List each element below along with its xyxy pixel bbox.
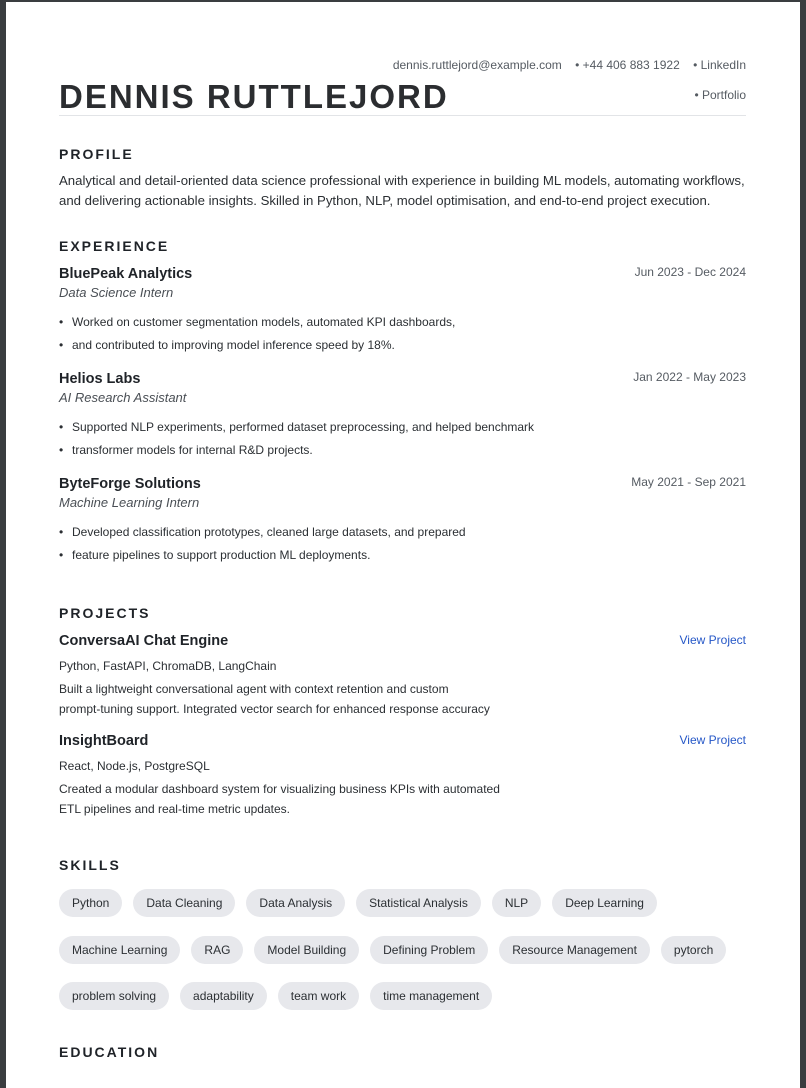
skill-chip: Defining Problem xyxy=(370,936,488,964)
view-project-link[interactable]: View Project xyxy=(679,733,746,747)
resume-page xyxy=(6,2,800,1088)
contact-portfolio[interactable]: • Portfolio xyxy=(694,88,746,102)
project-description xyxy=(59,679,746,719)
project-description-line: prompt-tuning support. Integrated vector search for enhanced response accuracy xyxy=(59,702,490,716)
job-bullets xyxy=(59,521,746,567)
job-role: Data Science Intern xyxy=(59,285,174,300)
header-divider xyxy=(59,115,746,116)
skill-chip: Statistical Analysis xyxy=(356,889,481,917)
job-bullet: • Worked on customer segmentation models, automated KPI dashboards, xyxy=(59,311,746,334)
project-description-line: Created a modular dashboard system for visualizing business KPIs with automated xyxy=(59,782,500,796)
job-bullet: • and contributed to improving model inference speed by 18%. xyxy=(59,334,746,357)
project-description-line: ETL pipelines and real-time metric updates. xyxy=(59,802,290,816)
experience-heading: EXPERIENCE xyxy=(59,238,170,254)
project-description-line: Built a lightweight conversational agent with context retention and custom xyxy=(59,682,449,696)
job-bullet: • transformer models for internal R&D projects. xyxy=(59,439,746,462)
job-bullets xyxy=(59,416,746,462)
job-role: Machine Learning Intern xyxy=(59,495,200,510)
skill-chip: RAG xyxy=(191,936,243,964)
project-name: InsightBoard xyxy=(59,733,149,749)
skill-chip: team work xyxy=(278,982,359,1010)
project-entry xyxy=(59,633,746,719)
skills-heading: SKILLS xyxy=(59,857,121,873)
job-bullet: • feature pipelines to support production ML deployments. xyxy=(59,544,746,567)
job-bullet: • Supported NLP experiments, performed dataset preprocessing, and helped benchmark xyxy=(59,416,746,439)
skill-row xyxy=(59,936,759,983)
candidate-name: DENNIS RUTTLEJORD xyxy=(59,78,449,115)
contact-linkedin[interactable]: • LinkedIn xyxy=(693,58,746,72)
skill-chip: pytorch xyxy=(661,936,726,964)
job-dates: Jan 2022 - May 2023 xyxy=(633,370,746,384)
skill-chip: Data Cleaning xyxy=(133,889,235,917)
project-entry xyxy=(59,733,746,819)
skill-row xyxy=(59,982,759,1029)
contact-phone[interactable]: • +44 406 883 1922 xyxy=(575,58,680,72)
projects-heading: PROJECTS xyxy=(59,605,151,621)
job-company: Helios Labs xyxy=(59,371,141,387)
job-company: BluePeak Analytics xyxy=(59,266,193,282)
skill-chip: time management xyxy=(370,982,492,1010)
project-tech-stack: Python, FastAPI, ChromaDB, LangChain xyxy=(59,659,277,673)
job-bullets xyxy=(59,311,746,357)
profile-heading: PROFILE xyxy=(59,146,134,162)
project-tech-stack: React, Node.js, PostgreSQL xyxy=(59,759,210,773)
project-name: ConversaAI Chat Engine xyxy=(59,633,229,649)
skill-row xyxy=(59,889,759,936)
project-description xyxy=(59,779,746,819)
job-entry xyxy=(59,371,746,462)
skill-chip: NLP xyxy=(492,889,541,917)
view-project-link[interactable]: View Project xyxy=(679,633,746,647)
skills-list xyxy=(59,889,759,1029)
job-entry xyxy=(59,476,746,567)
skill-chip: Data Analysis xyxy=(246,889,345,917)
job-dates: May 2021 - Sep 2021 xyxy=(631,475,746,489)
skill-chip: Python xyxy=(59,889,122,917)
job-dates: Jun 2023 - Dec 2024 xyxy=(634,265,746,279)
job-role: AI Research Assistant xyxy=(59,390,187,405)
job-bullet: • Developed classification prototypes, cleaned large datasets, and prepared xyxy=(59,521,746,544)
skill-chip: problem solving xyxy=(59,982,169,1010)
education-heading: EDUCATION xyxy=(59,1044,160,1060)
skill-chip: Resource Management xyxy=(499,936,650,964)
job-entry xyxy=(59,266,746,357)
skill-chip: Model Building xyxy=(254,936,359,964)
profile-summary: Analytical and detail-oriented data science professional with experience in building ML models, automating workflows, and delivering actionable insights. Skilled in Python, NLP, model optimisation, and end-to-end project execution. xyxy=(59,173,745,208)
skill-chip: Machine Learning xyxy=(59,936,180,964)
contact-email[interactable]: dennis.ruttlejord@example.com xyxy=(392,58,562,72)
job-company: ByteForge Solutions xyxy=(59,476,201,492)
skill-chip: adaptability xyxy=(180,982,267,1010)
skill-chip: Deep Learning xyxy=(552,889,657,917)
